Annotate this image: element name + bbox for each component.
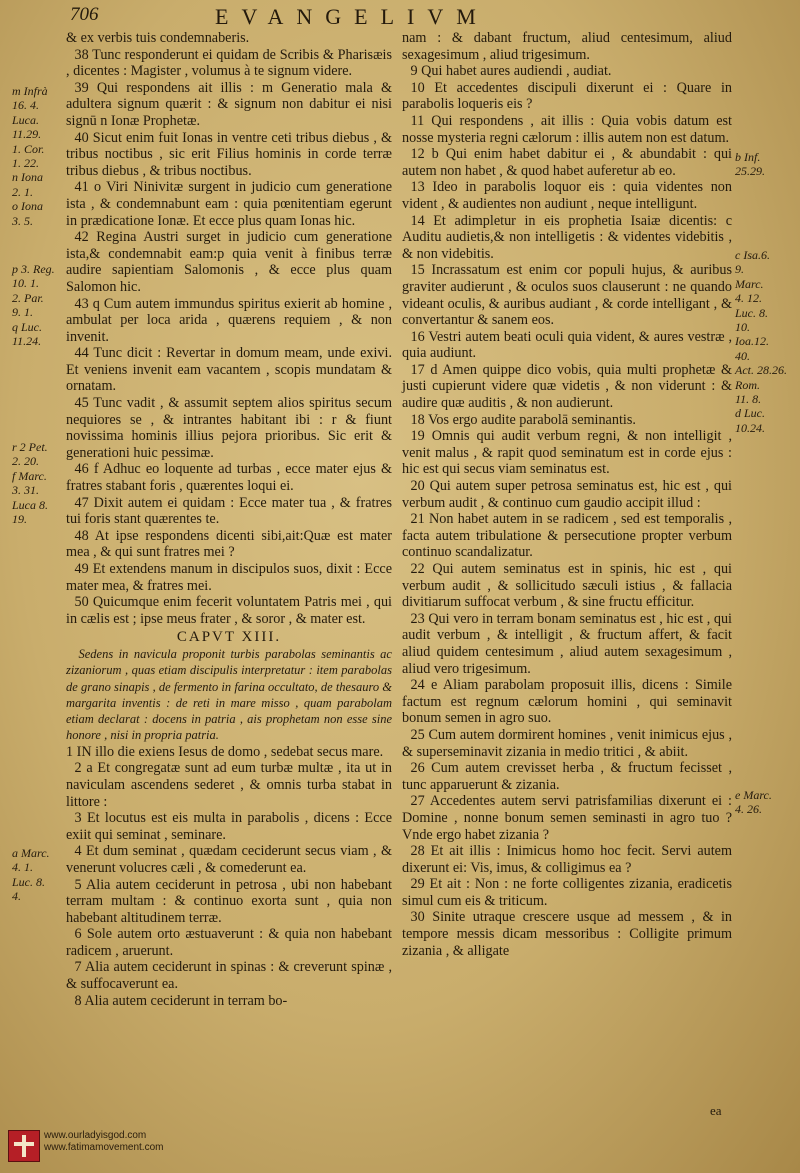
verse: 27 Accedentes autem servi patrisfamilias dixerunt ei : Domine , nonne bonum semen seminasti in agro tuo ? Vnde ergo habet zizania ? xyxy=(402,793,732,843)
verse: 44 Tunc dicit : Revertar in domum meam, unde exivi. Et veniens invenit eam vacantem , scopis mundatam & ornatam. xyxy=(66,345,392,395)
verse: 48 At ipse respondens dicenti sibi,ait:Quæ est mater mea , & qui sunt fratres mei ? xyxy=(66,527,392,561)
verse: 41 o Viri Ninivitæ surgent in judicio cum generatione ista , & condemnabunt eam : quia pœnitentiam egerunt in prædicatione Ionæ. Et ecce plus quam Ionas hic. xyxy=(66,179,392,229)
margin-reference: p 3. Reg. 10. 1. 2. Par. 9. 1. q Luc. 11.24. xyxy=(12,262,55,349)
cross-logo-icon xyxy=(8,1130,40,1162)
verse: 11 Qui respondens , ait illis : Quia vobis datum est nosse mysteria regni cælorum : illis autem non est datum. xyxy=(402,112,732,146)
watermark xyxy=(44,1130,163,1154)
verse: 26 Cum autem crevisset herba , & fructum fecisset , tunc apparuerunt & zizania. xyxy=(402,760,732,793)
verse: 45 Tunc vadit , & assumit septem alios spiritus secum nequiores se , & intrantes habitant ibi : r & fiunt novissima hominis illius pejora prioribus. Sic erit & generationi huic pessimæ. xyxy=(66,395,392,461)
verse: 38 Tunc responderunt ei quidam de Scribis & Pharisæis , dicentes : Magister , volumus à te signum videre. xyxy=(66,46,392,80)
verse: 42 Regina Austri surget in judicio cum generatione ista,& condemnabit eam:p quia venit à finibus terræ audire sapientiam Salomonis , & ecce plus quam Salomon hic. xyxy=(66,229,392,295)
verse: 20 Qui autem super petrosa seminatus est, hic est , qui verbum audit , & continuo cum gaudio accipit illud : xyxy=(402,478,732,511)
verse: 46 f Adhuc eo loquente ad turbas , ecce mater ejus & fratres stabant foris , quærentes loqui ei. xyxy=(66,461,392,495)
verse: 16 Vestri autem beati oculi quia vident, & aures vestræ , quia audiunt. xyxy=(402,328,732,362)
verse: 19 Omnis qui audit verbum regni, & non intelligit , venit malus , & rapit quod seminatum est in corde ejus : hic est qui secus viam seminatus est. xyxy=(402,428,732,478)
margin-reference: c Isa.6. 9. Marc. 4. 12. Luc. 8. 10. Ioa.12. 40. Act. 28.26. Rom. 11. 8. d Luc. 10.24. xyxy=(735,248,787,435)
verse: 25 Cum autem dormirent homines , venit inimicus ejus , & superseminavit zizania in medio tritici , & abiit. xyxy=(402,726,732,760)
first-verse: 1 IN illo die exiens Iesus de domo , sedebat secus mare. xyxy=(66,743,384,760)
margin-reference: r 2 Pet. 2. 20. f Marc. 3. 31. Luca 8. 19. xyxy=(12,440,48,527)
verse: 18 Vos ergo audite parabolā seminantis. xyxy=(410,411,636,428)
watermark-url[interactable]: www.ourladyisgod.com xyxy=(44,1130,147,1141)
verse: & ex verbis tuis condemnaberis. xyxy=(66,30,250,46)
verse: 7 Alia autem ceciderunt in spinas : & creverunt spinæ , & suffocaverunt ea. xyxy=(66,959,392,993)
margin-reference: m Infrà 16. 4. Luca. 11.29. 1. Cor. 1. 22. n Iona 2. 1. o Iona 3. 5. xyxy=(12,84,48,228)
margin-reference: e Marc. 4. 26. xyxy=(735,788,772,817)
verse: 28 Et ait illis : Inimicus homo hoc fecit. Servi autem dixerunt ei: Vis, imus, & colligimus ea ? xyxy=(402,843,732,876)
verse: 12 b Qui enim habet dabitur ei , & abundabit : qui autem non habet , & quod habet auferetur ab eo. xyxy=(402,146,732,179)
margin-reference: a Marc. 4. 1. Luc. 8. 4. xyxy=(12,846,50,904)
verse: 5 Alia autem ceciderunt in petrosa , ubi non habebant terram multam : & continuo exorta sunt , quia non habebant altitudinem terræ. xyxy=(66,876,392,926)
chapter-summary: Sedens in navicula proponit turbis parabolas seminantis ac zizaniorum , quas etiam discipulis interpretatur : item parabolas de grano sinapis , de fermento in farina occultato, de thesauro & margarita inventis : de reti in mare misso , quam parabolam etiam declarat : docens in patria , ais prophetam non esse sine honore , nisi in propria patria. xyxy=(66,646,392,743)
verse: 22 Qui autem seminatus est in spinis, hic est , qui verbum audit , & sollicitudo sæculi istius , & fallacia divitiarum suffocat verbum , & sine fructu efficitur. xyxy=(402,561,732,611)
verse: 14 Et adimpletur in eis prophetia Isaiæ dicentis: c Auditu audietis,& non intelligetis : & videntes videbitis , & non videbitis. xyxy=(402,212,732,262)
catchword: ea xyxy=(710,1103,722,1118)
verse: 21 Non habet autem in se radicem , sed est temporalis , facta autem tribulatione & persecutione propter verbum continuo scandalizatur. xyxy=(402,511,732,561)
verse: 23 Qui vero in terram bonam seminatus est , hic est , qui audit verbum , & intelligit , & fructum affert, & facit aliud quidem centesimum , aliud autem sexagesimum , aliud vero trigesimum. xyxy=(402,610,732,677)
running-title: EVANGELIVM xyxy=(215,4,489,29)
page-header xyxy=(0,4,800,30)
verse: 29 Et ait : Non : ne forte colligentes zizania, eradicetis simul cum eis & triticum. xyxy=(402,876,732,909)
verse: 50 Quicumque enim fecerit voluntatem Patris mei , qui in cælis est ; ipse meus frater , & soror , & mater est. xyxy=(66,594,392,627)
verse: 15 Incrassatum est enim cor populi hujus, & auribus graviter audierunt , & oculos suos clauserunt : ne quando videant oculis, & auribus audiant , & corde intelligant , & convertantur & sanem eos. xyxy=(402,262,732,329)
margin-reference: b Inf. 25.29. xyxy=(735,150,765,179)
verse: 39 Qui respondens ait illis : m Generatio mala & adultera signum quærit : & signum non dabitur ei nisi signū n Ionæ Prophetæ. xyxy=(66,79,392,129)
verse: 24 e Aliam parabolam proposuit illis, dicens : Simile factum est regnum cælorum homini , qui seminavit bonum semen in agro suo. xyxy=(402,677,732,727)
verse: 9 Qui habet aures audiendi , audiat. xyxy=(410,63,612,80)
verse: 40 Sicut enim fuit Ionas in ventre ceti tribus diebus , & tribus noctibus , sic erit Filius hominis in corde terræ tribus diebus , & tribus noctibus. xyxy=(66,129,392,179)
chapter-heading: CAPVT XIII. xyxy=(176,629,282,646)
verse: 43 q Cum autem immundus spiritus exierit ab homine , ambulat per loca arida , quærens requiem , & non invenit. xyxy=(66,295,392,345)
verse: 47 Dixit autem ei quidam : Ecce mater tua , & fratres tui foris stant quærentes te. xyxy=(66,494,392,528)
verse: 10 Et accedentes discipuli dixerunt ei : Quare in parabolis loqueris eis ? xyxy=(402,79,732,113)
watermark-url[interactable]: www.fatimamovement.com xyxy=(44,1142,164,1153)
verse: 4 Et dum seminat , quædam ceciderunt secus viam , & venerunt volucres cæli , & comederunt ea. xyxy=(66,843,392,876)
verse: 30 Sinite utraque crescere usque ad messem , & in tempore messis dicam messoribus : Colligite primum zizania , & alligate xyxy=(402,909,732,959)
verse: 17 d Amen quippe dico vobis, quia multi prophetæ & justi cupierunt videre quæ videtis , & non viderunt : & audire quæ auditis , & non audierunt. xyxy=(402,361,732,412)
left-column xyxy=(66,30,392,1009)
verse: 6 Sole autem orto æstuaverunt : & quia non habebant radicem , aruerunt. xyxy=(66,926,392,959)
verse: 13 Ideo in parabolis loquor eis : quia videntes non vident , & audientes non audiunt , neque intelligunt. xyxy=(402,179,732,212)
right-column xyxy=(402,30,732,959)
verse: 3 Et locutus est eis multa in parabolis , dicens : Ecce exiit qui seminat , seminare. xyxy=(66,810,392,843)
page-number: 706 xyxy=(70,4,99,25)
verse: 8 Alia autem ceciderunt in terram bo- xyxy=(74,992,288,1009)
verse: nam : & dabant fructum, aliud centesimum, aliud sexagesimum , aliud trigesimum. xyxy=(402,30,732,63)
verse: 49 Et extendens manum in discipulos suos, dixit : Ecce mater mea, & fratres mei. xyxy=(66,561,392,594)
verse: 2 a Et congregatæ sunt ad eum turbæ multæ , ita ut in naviculam ascendens sederet , & omnis turba stabat in littore : xyxy=(66,760,392,810)
